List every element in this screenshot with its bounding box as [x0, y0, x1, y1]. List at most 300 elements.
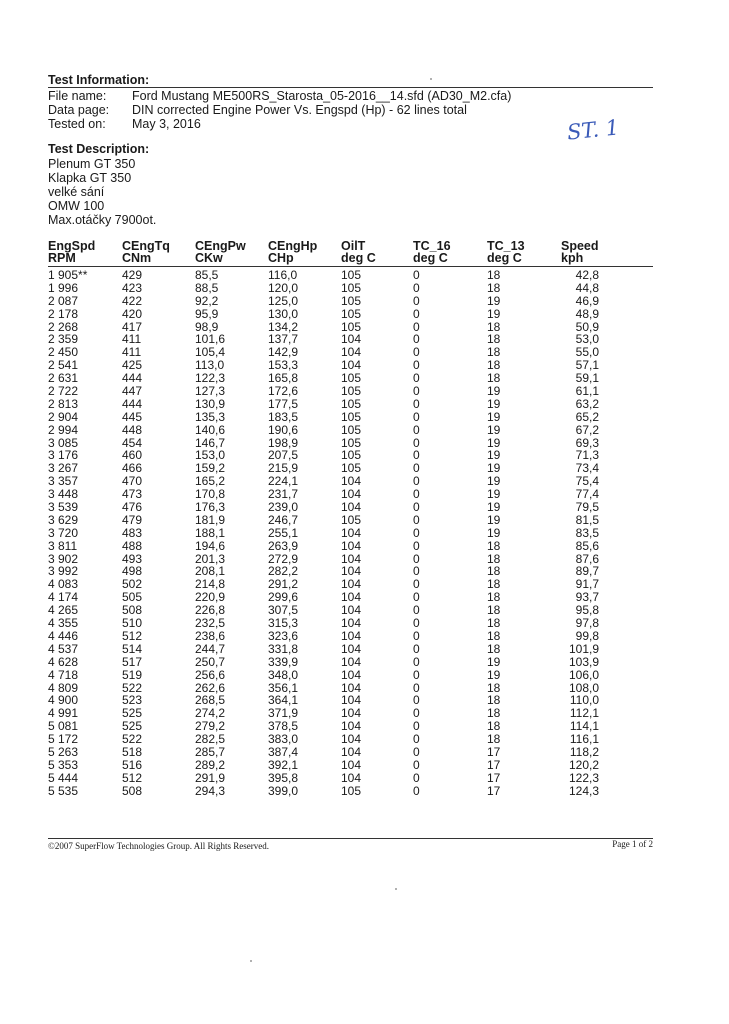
engspd-cell: 2 631: [48, 371, 79, 386]
cengpw-cell: 95,9: [195, 306, 219, 321]
oilt-cell: 105: [341, 384, 362, 399]
table-row: [0, 553, 729, 566]
table-row: [0, 694, 729, 707]
cenghp-cell: 246,7: [268, 512, 299, 527]
tc16-cell: 0: [413, 577, 420, 592]
tc13-cell: 19: [487, 461, 501, 476]
column-header-unit: deg C: [487, 251, 522, 265]
engspd-cell: 3 811: [48, 538, 78, 553]
table-row: [0, 385, 729, 398]
cengtq-cell: 493: [122, 551, 143, 566]
cengtq-cell: 466: [122, 461, 143, 476]
cengpw-cell: 135,3: [195, 409, 226, 424]
cengtq-cell: 512: [122, 628, 143, 643]
cengpw-cell: 127,3: [195, 384, 226, 399]
oilt-cell: 105: [341, 435, 362, 450]
speed-cell: 85,6: [575, 538, 599, 553]
table-row: [0, 759, 729, 772]
tc13-cell: 18: [487, 538, 501, 553]
table-row: [0, 437, 729, 450]
description-line: OMW 100: [48, 199, 105, 213]
oilt-cell: 105: [341, 280, 362, 295]
cengpw-cell: 285,7: [195, 744, 226, 759]
engspd-cell: 3 629: [48, 512, 79, 527]
test-information-title: Test Information:: [48, 73, 150, 87]
tc13-cell: 19: [487, 512, 501, 527]
oilt-cell: 104: [341, 616, 362, 631]
speed-cell: 106,0: [568, 667, 599, 682]
table-row: [0, 501, 729, 514]
tc13-cell: 17: [487, 757, 501, 772]
tc13-cell: 18: [487, 564, 501, 579]
table-row: [0, 591, 729, 604]
column-header-unit: RPM: [48, 251, 76, 265]
tc13-cell: 18: [487, 590, 501, 605]
footer-rule: [48, 838, 653, 839]
table-row: [0, 462, 729, 475]
cengtq-cell: 518: [122, 744, 143, 759]
speed-cell: 77,4: [575, 487, 599, 502]
table-row: [0, 604, 729, 617]
file-name-value: Ford Mustang ME500RS_Starosta_05-2016__14.sfd (AD30_M2.cfa): [132, 89, 512, 103]
tc16-cell: 0: [413, 757, 420, 772]
tc13-cell: 18: [487, 693, 501, 708]
cengpw-cell: 130,9: [195, 396, 226, 411]
cenghp-cell: 331,8: [268, 641, 299, 656]
oilt-cell: 104: [341, 719, 362, 734]
cengpw-cell: 279,2: [195, 719, 226, 734]
oilt-cell: 104: [341, 525, 362, 540]
table-row: [0, 527, 729, 540]
cengtq-cell: 476: [122, 500, 143, 515]
cengpw-cell: 105,4: [195, 345, 226, 360]
speed-cell: 120,2: [568, 757, 599, 772]
tc13-cell: 19: [487, 396, 501, 411]
cenghp-cell: 364,1: [268, 693, 299, 708]
cengpw-cell: 214,8: [195, 577, 226, 592]
tested-on-value: May 3, 2016: [132, 117, 201, 131]
cengtq-cell: 448: [122, 422, 143, 437]
tc13-cell: 18: [487, 319, 501, 334]
cengtq-cell: 445: [122, 409, 143, 424]
cengpw-cell: 289,2: [195, 757, 226, 772]
cengtq-cell: 444: [122, 396, 143, 411]
column-header-tc16: [413, 240, 451, 264]
cengpw-cell: 268,5: [195, 693, 226, 708]
engspd-cell: 4 718: [48, 667, 79, 682]
tc13-cell: 19: [487, 487, 501, 502]
column-header-cenghp: [268, 240, 317, 264]
engspd-cell: 5 535: [48, 783, 79, 798]
oilt-cell: 105: [341, 409, 362, 424]
tc16-cell: 0: [413, 280, 420, 295]
cengpw-cell: 140,6: [195, 422, 226, 437]
speed-cell: 93,7: [575, 590, 599, 605]
cenghp-cell: 348,0: [268, 667, 299, 682]
oilt-cell: 105: [341, 512, 362, 527]
tc16-cell: 0: [413, 603, 420, 618]
speed-cell: 101,9: [568, 641, 599, 656]
cenghp-cell: 307,5: [268, 603, 299, 618]
table-row: [0, 475, 729, 488]
tc13-cell: 19: [487, 654, 501, 669]
cenghp-cell: 215,9: [268, 461, 299, 476]
tc13-cell: 18: [487, 332, 501, 347]
cenghp-cell: 224,1: [268, 474, 299, 489]
speed-cell: 57,1: [575, 358, 599, 373]
cengpw-cell: 201,3: [195, 551, 226, 566]
cengtq-cell: 460: [122, 448, 143, 463]
speed-cell: 55,0: [575, 345, 599, 360]
cengpw-cell: 256,6: [195, 667, 226, 682]
engspd-cell: 2 722: [48, 384, 79, 399]
cengtq-cell: 508: [122, 603, 143, 618]
engspd-cell: 3 176: [48, 448, 79, 463]
table-row: [0, 282, 729, 295]
cengtq-cell: 425: [122, 358, 143, 373]
tc16-cell: 0: [413, 783, 420, 798]
table-row: [0, 669, 729, 682]
engspd-cell: 2 178: [48, 306, 79, 321]
table-row: [0, 643, 729, 656]
cenghp-cell: 291,2: [268, 577, 299, 592]
tc13-cell: 19: [487, 306, 501, 321]
table-row: [0, 656, 729, 669]
speed-cell: 87,6: [575, 551, 599, 566]
cenghp-cell: 172,6: [268, 384, 299, 399]
engspd-cell: 5 081: [48, 719, 79, 734]
tc16-cell: 0: [413, 396, 420, 411]
oilt-cell: 104: [341, 693, 362, 708]
tc16-cell: 0: [413, 616, 420, 631]
tc16-cell: 0: [413, 641, 420, 656]
test-information-rule: [48, 87, 653, 88]
column-header-name: CEngPw: [195, 239, 246, 253]
column-header-unit: kph: [561, 251, 584, 265]
engspd-cell: 4 083: [48, 577, 79, 592]
tc13-cell: 19: [487, 435, 501, 450]
tc16-cell: 0: [413, 422, 420, 437]
cengtq-cell: 522: [122, 680, 143, 695]
cenghp-cell: 392,1: [268, 757, 299, 772]
column-header-unit: deg C: [341, 251, 376, 265]
cengtq-cell: 470: [122, 474, 143, 489]
oilt-cell: 105: [341, 461, 362, 476]
oilt-cell: 104: [341, 667, 362, 682]
description-line: Max.otáčky 7900ot.: [48, 213, 157, 227]
engspd-cell: 4 537: [48, 641, 79, 656]
data-page-label: Data page:: [48, 103, 110, 117]
column-header-unit: deg C: [413, 251, 448, 265]
cengtq-cell: 411: [122, 345, 142, 360]
cengtq-cell: 502: [122, 577, 143, 592]
tc13-cell: 18: [487, 551, 501, 566]
oilt-cell: 104: [341, 654, 362, 669]
cengpw-cell: 238,6: [195, 628, 226, 643]
column-header-cengpw: [195, 240, 246, 264]
cenghp-cell: 339,9: [268, 654, 299, 669]
tested-on-label: Tested on:: [48, 117, 106, 131]
description-line: velké sání: [48, 185, 105, 199]
speed-cell: 116,1: [569, 732, 599, 747]
oilt-cell: 105: [341, 448, 362, 463]
oilt-cell: 104: [341, 744, 362, 759]
engspd-cell: 3 267: [48, 461, 79, 476]
scan-speck: [395, 888, 397, 890]
cengpw-cell: 294,3: [195, 783, 226, 798]
cengpw-cell: 250,7: [195, 654, 226, 669]
table-row: [0, 617, 729, 630]
speed-cell: 69,3: [575, 435, 599, 450]
engspd-cell: 3 720: [48, 525, 79, 540]
engspd-cell: 5 263: [48, 744, 79, 759]
tc13-cell: 19: [487, 384, 501, 399]
speed-cell: 44,8: [575, 280, 599, 295]
engspd-cell: 2 450: [48, 345, 79, 360]
speed-cell: 83,5: [575, 525, 599, 540]
speed-cell: 99,8: [575, 628, 599, 643]
cenghp-cell: 177,5: [268, 396, 299, 411]
cengtq-cell: 517: [122, 654, 143, 669]
oilt-cell: 105: [341, 319, 362, 334]
cengpw-cell: 159,2: [195, 461, 226, 476]
tc13-cell: 18: [487, 641, 501, 656]
cenghp-cell: 387,4: [268, 744, 299, 759]
table-row: [0, 720, 729, 733]
tc13-cell: 18: [487, 371, 501, 386]
oilt-cell: 104: [341, 358, 362, 373]
cenghp-cell: 165,8: [268, 371, 299, 386]
tc13-cell: 19: [487, 525, 501, 540]
cenghp-cell: 323,6: [268, 628, 299, 643]
cengtq-cell: 423: [122, 280, 143, 295]
tc16-cell: 0: [413, 538, 420, 553]
oilt-cell: 104: [341, 500, 362, 515]
engspd-cell: 5 444: [48, 770, 79, 785]
description-line: Plenum GT 350: [48, 157, 136, 171]
speed-cell: 97,8: [575, 616, 599, 631]
cenghp-cell: 399,0: [268, 783, 299, 798]
speed-cell: 75,4: [575, 474, 599, 489]
tc16-cell: 0: [413, 319, 420, 334]
tc16-cell: 0: [413, 706, 420, 721]
tc13-cell: 18: [487, 680, 501, 695]
tc13-cell: 19: [487, 667, 501, 682]
tc16-cell: 0: [413, 667, 420, 682]
cengpw-cell: 232,5: [195, 616, 226, 631]
cengpw-cell: 92,2: [195, 293, 219, 308]
cenghp-cell: 371,9: [268, 706, 299, 721]
tc16-cell: 0: [413, 770, 420, 785]
cengtq-cell: 417: [122, 319, 143, 334]
cengtq-cell: 479: [122, 512, 143, 527]
cengpw-cell: 226,8: [195, 603, 226, 618]
tc16-cell: 0: [413, 448, 420, 463]
column-header-cengtq: [122, 240, 170, 264]
cengtq-cell: 473: [122, 487, 143, 502]
speed-cell: 65,2: [575, 409, 599, 424]
cengtq-cell: 525: [122, 719, 143, 734]
tc16-cell: 0: [413, 719, 420, 734]
speed-cell: 50,9: [575, 319, 599, 334]
cenghp-cell: 378,5: [268, 719, 299, 734]
cenghp-cell: 263,9: [268, 538, 299, 553]
engspd-cell: 4 355: [48, 616, 79, 631]
cengtq-cell: 444: [122, 371, 143, 386]
file-name-label: File name:: [48, 89, 107, 103]
oilt-cell: 104: [341, 551, 362, 566]
tc16-cell: 0: [413, 474, 420, 489]
tc13-cell: 18: [487, 732, 501, 747]
engspd-cell: 3 902: [48, 551, 79, 566]
speed-cell: 122,3: [568, 770, 599, 785]
engspd-cell: 3 357: [48, 474, 79, 489]
cengpw-cell: 101,6: [195, 332, 226, 347]
cengpw-cell: 122,3: [195, 371, 226, 386]
engspd-cell: 4 265: [48, 603, 79, 618]
table-row: [0, 514, 729, 527]
cengtq-cell: 519: [122, 667, 143, 682]
column-header-name: CEngHp: [268, 239, 318, 253]
description-line: Klapka GT 350: [48, 171, 132, 185]
cengtq-cell: 420: [122, 306, 143, 321]
tc13-cell: 19: [487, 293, 501, 308]
oilt-cell: 105: [341, 422, 362, 437]
cenghp-cell: 255,1: [268, 525, 299, 540]
page-number: Page 1 of 2: [612, 839, 653, 849]
cengpw-cell: 88,5: [195, 280, 219, 295]
column-header-name: TC_13: [487, 239, 525, 253]
speed-cell: 73,4: [575, 461, 599, 476]
tc16-cell: 0: [413, 358, 420, 373]
tc13-cell: 18: [487, 706, 501, 721]
column-header-name: EngSpd: [48, 239, 96, 253]
cengtq-cell: 422: [122, 293, 143, 308]
cenghp-cell: 395,8: [268, 770, 299, 785]
engspd-cell: 3 448: [48, 487, 79, 502]
engspd-cell: 2 541: [48, 358, 79, 373]
cengtq-cell: 483: [122, 525, 143, 540]
cengpw-cell: 153,0: [195, 448, 226, 463]
cenghp-cell: 198,9: [268, 435, 299, 450]
speed-cell: 81,5: [575, 512, 599, 527]
tc16-cell: 0: [413, 293, 420, 308]
table-row: [0, 411, 729, 424]
tc16-cell: 0: [413, 306, 420, 321]
tc16-cell: 0: [413, 680, 420, 695]
engspd-cell: 5 172: [48, 732, 79, 747]
cenghp-cell: 356,1: [268, 680, 299, 695]
tc16-cell: 0: [413, 732, 420, 747]
table-row: [0, 540, 729, 553]
column-header-oilt: [341, 240, 376, 264]
oilt-cell: 104: [341, 474, 362, 489]
tc13-cell: 17: [487, 770, 501, 785]
oilt-cell: 104: [341, 628, 362, 643]
tc13-cell: 17: [487, 783, 501, 798]
oilt-cell: 104: [341, 603, 362, 618]
engspd-cell: 4 446: [48, 628, 79, 643]
tc16-cell: 0: [413, 435, 420, 450]
cengtq-cell: 516: [122, 757, 143, 772]
cenghp-cell: 231,7: [268, 487, 299, 502]
table-row: [0, 733, 729, 746]
tc16-cell: 0: [413, 654, 420, 669]
engspd-cell: 2 268: [48, 319, 79, 334]
engspd-cell: 3 992: [48, 564, 79, 579]
cenghp-cell: 137,7: [268, 332, 299, 347]
table-row: [0, 785, 729, 798]
tc16-cell: 0: [413, 564, 420, 579]
tc16-cell: 0: [413, 268, 420, 282]
speed-cell: 114,1: [569, 719, 599, 734]
tc13-cell: 18: [487, 628, 501, 643]
oilt-cell: 104: [341, 757, 362, 772]
tc16-cell: 0: [413, 500, 420, 515]
engspd-cell: 2 904: [48, 409, 79, 424]
tc16-cell: 0: [413, 409, 420, 424]
cengpw-cell: 113,0: [195, 358, 225, 373]
speed-cell: 42,8: [575, 268, 599, 282]
speed-cell: 108,0: [568, 680, 599, 695]
cengpw-cell: 181,9: [195, 512, 226, 527]
cenghp-cell: 153,3: [268, 358, 299, 373]
table-row: [0, 488, 729, 501]
speed-cell: 112,1: [569, 706, 599, 721]
cengpw-cell: 291,9: [195, 770, 226, 785]
scan-speck: [430, 78, 432, 80]
oilt-cell: 104: [341, 590, 362, 605]
copyright-text: ©2007 SuperFlow Technologies Group. All Rights Reserved.: [48, 841, 270, 851]
oilt-cell: 105: [341, 396, 362, 411]
cengpw-cell: 262,6: [195, 680, 226, 695]
column-header-unit: CHp: [268, 251, 294, 265]
cengtq-cell: 429: [122, 268, 143, 282]
column-header-name: Speed: [561, 239, 599, 253]
engspd-cell: 4 628: [48, 654, 79, 669]
oilt-cell: 104: [341, 538, 362, 553]
handwritten-note: ST. 1: [565, 115, 621, 145]
speed-cell: 79,5: [575, 500, 599, 515]
cengpw-cell: 146,7: [195, 435, 226, 450]
tc13-cell: 19: [487, 500, 501, 515]
tc13-cell: 18: [487, 280, 501, 295]
cengtq-cell: 505: [122, 590, 143, 605]
cenghp-cell: 207,5: [268, 448, 299, 463]
cenghp-cell: 120,0: [268, 280, 299, 295]
oilt-cell: 104: [341, 332, 362, 347]
oilt-cell: 104: [341, 706, 362, 721]
oilt-cell: 105: [341, 371, 362, 386]
column-header-tc13: [487, 240, 525, 264]
speed-cell: 48,9: [575, 306, 599, 321]
cenghp-cell: 383,0: [268, 732, 299, 747]
table-row: [0, 295, 729, 308]
tc16-cell: 0: [413, 371, 420, 386]
cengpw-cell: 282,5: [195, 732, 226, 747]
cengtq-cell: 512: [122, 770, 143, 785]
oilt-cell: 105: [341, 268, 362, 282]
cengpw-cell: 98,9: [195, 319, 219, 334]
table-row: [0, 346, 729, 359]
speed-cell: 71,3: [575, 448, 599, 463]
engspd-cell: 3 085: [48, 435, 79, 450]
column-header-unit: CKw: [195, 251, 223, 265]
cengpw-cell: 274,2: [195, 706, 226, 721]
table-row: [0, 333, 729, 346]
oilt-cell: 104: [341, 345, 362, 360]
tc16-cell: 0: [413, 512, 420, 527]
